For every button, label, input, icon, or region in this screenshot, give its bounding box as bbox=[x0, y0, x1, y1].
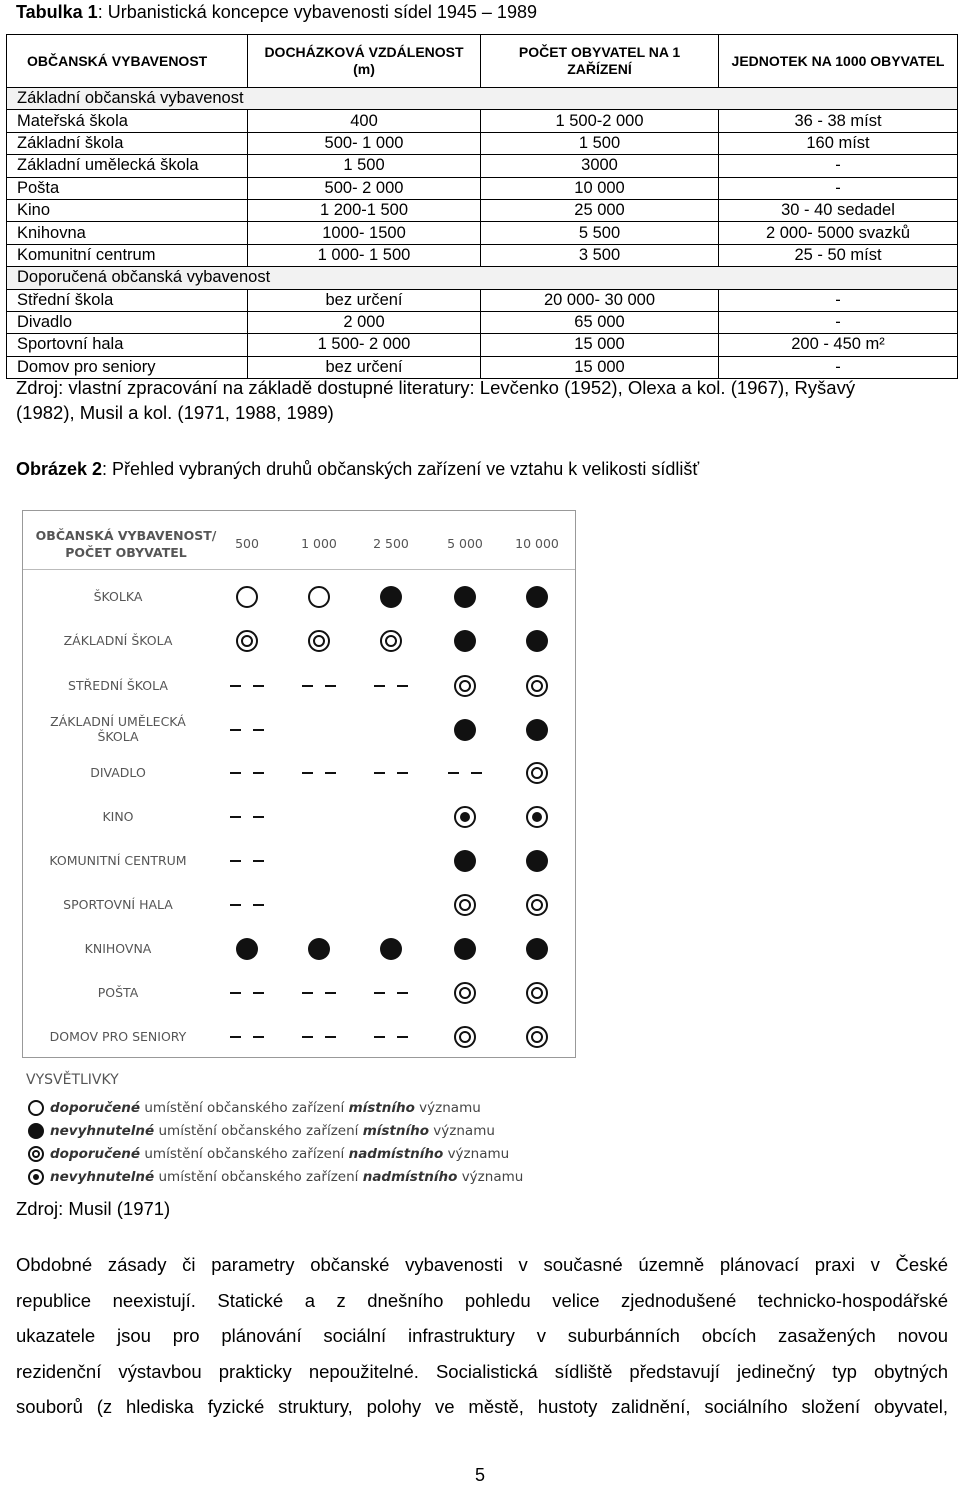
table-cell: 10 000 bbox=[481, 177, 719, 199]
paragraph-line: souborů (z hlediska fyzické struktury, polohy ve městě, hustoty zalidnění, sociálního složení obyvatel, bbox=[16, 1396, 948, 1417]
legend-text-part: umístění občanského zařízení bbox=[154, 1123, 363, 1139]
figure-caption bbox=[16, 459, 699, 480]
table-cell: 65 000 bbox=[481, 311, 719, 333]
row-label: KOMUNITNÍ CENTRUM bbox=[49, 853, 187, 868]
double-circle-marker bbox=[28, 1146, 44, 1162]
table-cell: 1 500 bbox=[248, 155, 481, 177]
not-applicable-dash bbox=[230, 860, 264, 862]
column-header: 10 000 bbox=[515, 536, 559, 551]
not-applicable-dash bbox=[230, 904, 264, 906]
header-facility: OBČANSKÁ VYBAVENOST bbox=[7, 35, 248, 88]
paragraph-line: ukazatele jsou pro plánování sociální infrastruktury v suburbánních obcích zasažených novou bbox=[16, 1325, 948, 1346]
not-applicable-dash bbox=[230, 992, 264, 994]
filled-circle-marker bbox=[526, 630, 548, 652]
table-cell: Kino bbox=[7, 199, 248, 221]
not-applicable-dash bbox=[374, 772, 408, 774]
table-section-label: Základní občanská vybavenost bbox=[7, 88, 958, 110]
filled-circle-marker bbox=[526, 938, 548, 960]
column-header: 1 000 bbox=[301, 536, 337, 551]
table-cell: 500- 2 000 bbox=[248, 177, 481, 199]
legend-text bbox=[50, 1121, 495, 1141]
legend-text bbox=[50, 1144, 509, 1164]
paragraph-line: Obdobné zásady či parametry občanské vybavenosti v současné územně plánovací praxi v České bbox=[16, 1254, 948, 1275]
table-cell: 25 000 bbox=[481, 199, 719, 221]
table-cell: Pošta bbox=[7, 177, 248, 199]
filled-circle-marker bbox=[526, 586, 548, 608]
double-circle-marker bbox=[526, 1026, 548, 1048]
not-applicable-dash bbox=[230, 729, 264, 731]
filled-circle-marker bbox=[454, 938, 476, 960]
table-cell: Mateřská škola bbox=[7, 110, 248, 132]
filled-circle-marker bbox=[526, 850, 548, 872]
double-circle-marker bbox=[454, 982, 476, 1004]
table-row bbox=[7, 244, 958, 266]
not-applicable-dash bbox=[230, 685, 264, 687]
target-circle-marker bbox=[454, 806, 476, 828]
open-circle-marker bbox=[28, 1100, 44, 1116]
table-source-line: Zdroj: vlastní zpracování na základě dostupné literatury: Levčenko (1952), Olexa a kol. (1967), Ryšavý bbox=[16, 377, 856, 398]
double-circle-marker bbox=[380, 630, 402, 652]
table-cell: Sportovní hala bbox=[7, 334, 248, 356]
table-cell: 1 500 bbox=[481, 132, 719, 154]
filled-circle-marker bbox=[380, 938, 402, 960]
table-cell: bez určení bbox=[248, 356, 481, 378]
table-row bbox=[7, 132, 958, 154]
row-label: ZÁKLADNÍ ŠKOLA bbox=[63, 633, 173, 648]
not-applicable-dash bbox=[302, 685, 336, 687]
figure-header-label bbox=[35, 527, 217, 561]
table-section-row bbox=[7, 88, 958, 110]
row-label: KINO bbox=[102, 809, 134, 824]
open-circle-marker bbox=[308, 586, 330, 608]
table-cell: Základní škola bbox=[7, 132, 248, 154]
legend-text-part: významu bbox=[457, 1169, 524, 1185]
table-row bbox=[7, 177, 958, 199]
table-cell: - bbox=[719, 311, 958, 333]
table-cell: 160 míst bbox=[719, 132, 958, 154]
row-label: STŘEDNÍ ŠKOLA bbox=[68, 678, 168, 693]
target-circle-marker bbox=[28, 1169, 44, 1185]
table-cell: 3 500 bbox=[481, 244, 719, 266]
figure-caption-text: : Přehled vybraných druhů občanských zařízení ve vztahu k velikosti sídlišť bbox=[102, 459, 700, 479]
legend-text-part: umístění občanského zařízení bbox=[140, 1146, 349, 1162]
column-header: 5 000 bbox=[447, 536, 483, 551]
table-cell: 2 000 bbox=[248, 311, 481, 333]
table-cell: 15 000 bbox=[481, 334, 719, 356]
table-cell: 1 500- 2 000 bbox=[248, 334, 481, 356]
target-circle-marker bbox=[526, 806, 548, 828]
double-circle-marker bbox=[454, 675, 476, 697]
figure-header-label-line: POČET OBYVATEL bbox=[65, 545, 187, 560]
double-circle-marker bbox=[526, 675, 548, 697]
table-cell: 20 000- 30 000 bbox=[481, 289, 719, 311]
legend-text-part: významu bbox=[429, 1123, 495, 1139]
table-row bbox=[7, 155, 958, 177]
double-circle-marker bbox=[454, 1026, 476, 1048]
filled-circle-marker bbox=[526, 719, 548, 741]
not-applicable-dash bbox=[230, 816, 264, 818]
table-cell: - bbox=[719, 289, 958, 311]
legend-text bbox=[50, 1167, 523, 1187]
table-cell: 1 500-2 000 bbox=[481, 110, 719, 132]
table-row bbox=[7, 334, 958, 356]
body-paragraph bbox=[16, 1247, 948, 1425]
legend-text-part: umístění občanského zařízení bbox=[154, 1169, 363, 1185]
paragraph-line: republice neexistují. Statické a z dnešního pohledu velice zjednodušené technicko-hospodářské bbox=[16, 1289, 948, 1311]
column-header: 500 bbox=[235, 536, 259, 551]
row-label: POŠTA bbox=[97, 985, 139, 1000]
table-header-row bbox=[7, 35, 958, 88]
double-circle-marker bbox=[526, 982, 548, 1004]
figure-header-label-line: OBČANSKÁ VYBAVENOST/ bbox=[35, 528, 217, 543]
table-cell: - bbox=[719, 155, 958, 177]
row-label: SPORTOVNÍ HALA bbox=[63, 897, 173, 912]
urban-concept-table bbox=[6, 34, 958, 379]
not-applicable-dash bbox=[230, 1036, 264, 1038]
table-cell: 36 - 38 míst bbox=[719, 110, 958, 132]
table-cell: - bbox=[719, 356, 958, 378]
table-row bbox=[7, 311, 958, 333]
double-circle-marker bbox=[236, 630, 258, 652]
legend-text bbox=[50, 1098, 481, 1118]
legend-title: VYSVĚTLIVKY bbox=[26, 1072, 119, 1088]
table-caption-label: Tabulka 1 bbox=[16, 2, 98, 22]
legend-text-part: významu bbox=[414, 1100, 481, 1116]
double-circle-marker bbox=[526, 762, 548, 784]
not-applicable-dash bbox=[302, 1036, 336, 1038]
table-cell: Základní umělecká škola bbox=[7, 155, 248, 177]
not-applicable-dash bbox=[448, 772, 482, 774]
open-circle-marker bbox=[236, 586, 258, 608]
table-cell: 1000- 1500 bbox=[248, 222, 481, 244]
filled-circle-marker bbox=[454, 719, 476, 741]
header-distance: DOCHÁZKOVÁ VZDÁLENOST (m) bbox=[248, 35, 481, 88]
legend-text-part: nevyhnutelné bbox=[50, 1123, 155, 1139]
legend-text-part: místního bbox=[348, 1100, 415, 1116]
table-cell: 5 500 bbox=[481, 222, 719, 244]
header-population: POČET OBYVATEL NA 1 ZAŘÍZENÍ bbox=[481, 35, 719, 88]
not-applicable-dash bbox=[374, 1036, 408, 1038]
table-cell: Knihovna bbox=[7, 222, 248, 244]
paragraph-line: rezidenční výstavbou prakticky nepoužitelné. Socialistická sídliště představují jedinečný typ obytných bbox=[16, 1360, 948, 1382]
table-section-row bbox=[7, 267, 958, 289]
facility-figure bbox=[22, 510, 576, 1058]
table-cell: 3000 bbox=[481, 155, 719, 177]
legend-text-part: doporučené bbox=[50, 1146, 141, 1162]
filled-circle-marker bbox=[308, 938, 330, 960]
row-label: ZÁKLADNÍ UMĚLECKÁ ŠKOLA bbox=[50, 714, 186, 744]
table-cell: 1 200-1 500 bbox=[248, 199, 481, 221]
table-cell: - bbox=[719, 177, 958, 199]
double-circle-marker bbox=[308, 630, 330, 652]
double-circle-marker bbox=[454, 894, 476, 916]
row-label: KNIHOVNA bbox=[84, 941, 152, 956]
figure-caption-label: Obrázek 2 bbox=[16, 459, 103, 479]
table-source bbox=[16, 375, 855, 425]
table-caption-text: : Urbanistická koncepce vybavenosti sídel 1945 – 1989 bbox=[97, 2, 537, 22]
table-cell: Komunitní centrum bbox=[7, 244, 248, 266]
table-cell: 30 - 40 sedadel bbox=[719, 199, 958, 221]
not-applicable-dash bbox=[230, 772, 264, 774]
table-row bbox=[7, 199, 958, 221]
not-applicable-dash bbox=[374, 685, 408, 687]
table-caption bbox=[16, 2, 537, 23]
table-cell: bez určení bbox=[248, 289, 481, 311]
figure-legend bbox=[22, 1072, 582, 1192]
filled-circle-marker bbox=[236, 938, 258, 960]
row-label: DOMOV PRO SENIORY bbox=[49, 1029, 187, 1044]
legend-text-part: nadmístního bbox=[362, 1169, 458, 1185]
not-applicable-dash bbox=[374, 992, 408, 994]
table-row bbox=[7, 110, 958, 132]
legend-text-part: nadmístního bbox=[348, 1146, 444, 1162]
header-units: JEDNOTEK NA 1000 OBYVATEL bbox=[719, 35, 958, 88]
table-row bbox=[7, 289, 958, 311]
page-number: 5 bbox=[474, 1465, 485, 1485]
table-source-line: (1982), Musil a kol. (1971, 1988, 1989) bbox=[16, 402, 334, 423]
legend-text-part: významu bbox=[443, 1146, 510, 1162]
table-cell: 15 000 bbox=[481, 356, 719, 378]
legend-text-part: místního bbox=[362, 1123, 430, 1139]
filled-circle-marker bbox=[454, 850, 476, 872]
table-cell: 2 000- 5000 svazků bbox=[719, 222, 958, 244]
legend-text-part: doporučené bbox=[50, 1100, 141, 1116]
table-cell: 200 - 450 m² bbox=[719, 334, 958, 356]
filled-circle-marker bbox=[454, 586, 476, 608]
table-section-label: Doporučená občanská vybavenost bbox=[7, 267, 958, 289]
table-cell: Střední škola bbox=[7, 289, 248, 311]
table-cell: Domov pro seniory bbox=[7, 356, 248, 378]
filled-circle-marker bbox=[454, 630, 476, 652]
table-row bbox=[7, 222, 958, 244]
row-label: DIVADLO bbox=[90, 765, 146, 780]
table-cell: 400 bbox=[248, 110, 481, 132]
table-cell: Divadlo bbox=[7, 311, 248, 333]
legend-text-part: nevyhnutelné bbox=[50, 1169, 155, 1185]
table-cell: 500- 1 000 bbox=[248, 132, 481, 154]
legend-text-part: umístění občanského zařízení bbox=[140, 1100, 349, 1116]
row-label: ŠKOLKA bbox=[93, 589, 143, 604]
figure-source: Zdroj: Musil (1971) bbox=[16, 1198, 171, 1219]
not-applicable-dash bbox=[302, 992, 336, 994]
filled-circle-marker bbox=[28, 1123, 44, 1139]
not-applicable-dash bbox=[302, 772, 336, 774]
table-cell: 25 - 50 míst bbox=[719, 244, 958, 266]
filled-circle-marker bbox=[380, 586, 402, 608]
double-circle-marker bbox=[526, 894, 548, 916]
column-header: 2 500 bbox=[373, 536, 409, 551]
table-cell: 1 000- 1 500 bbox=[248, 244, 481, 266]
